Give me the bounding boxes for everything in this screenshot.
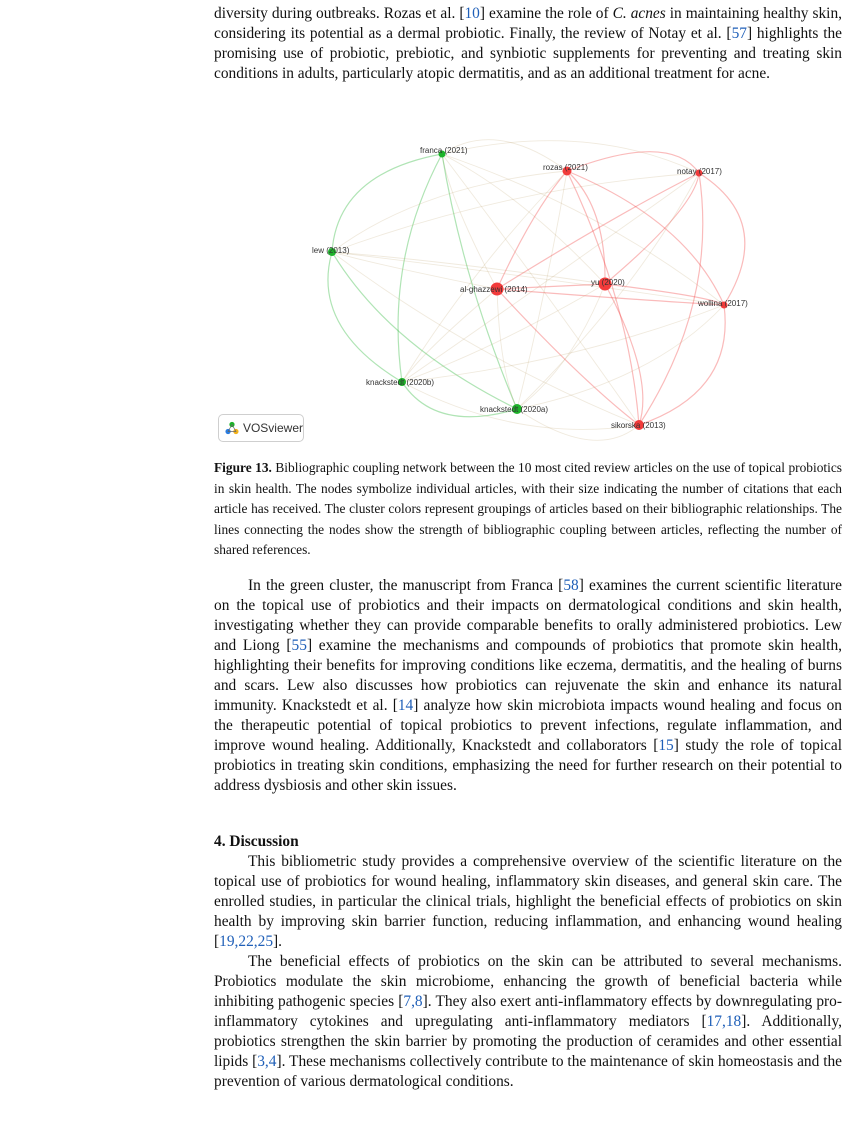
citation-link[interactable]: 58	[563, 577, 579, 594]
green-cluster-text: In the green cluster, the manuscript from Franca [58] examines the current scientific literature on the topical use of probiotics and their impacts on dermatological conditions and skin health, investigating whether they can provide comparable benefits to orally administered probiotics. Lew and Liong [55] examine the mechanisms and compounds of probiotics that promote skin health, highlighting their benefits for improving conditions like eczema, dermatitis, and the healing of burns and scars. Lew also discusses how probiotics can rejuvenate the skin and enhance its natural immunity. Knackstedt et al. [14] analyze how skin microbiota impacts wound healing and focus on the therapeutic potential of topical probiotics to prevent infections, regulate inflammation, and improve wound healing. Additionally, Knackstedt and collaborators [15] study the role of topical probiotics in treating skin conditions, emphasizing the need for further research on their potential to address dysbiosis and other skin issues.	[214, 577, 842, 794]
coupling-edge	[332, 252, 724, 305]
coupling-edge	[402, 173, 699, 382]
green-cluster-paragraph	[214, 576, 842, 796]
figure-label: Figure 13.	[214, 460, 272, 475]
node-label-notay: notay (2017)	[677, 167, 722, 176]
coupling-edge	[402, 289, 497, 382]
network-graph	[214, 118, 842, 448]
coupling-edge	[332, 154, 442, 252]
network-edges	[328, 140, 745, 441]
citation-link[interactable]: 55	[291, 637, 307, 654]
discussion-section	[214, 832, 842, 1092]
citation-link[interactable]: 3,4	[257, 1053, 277, 1070]
vosviewer-badge	[218, 414, 304, 442]
coupling-edge	[398, 154, 442, 382]
top-paragraph	[214, 4, 842, 84]
coupling-edge	[402, 171, 567, 382]
citation-link[interactable]: 57	[731, 25, 747, 42]
caption-text: Bibliographic coupling network between the 10 most cited review articles on the use of topical probiotics in skin health. The nodes symbolize individual articles, with their size indicating the number of citations that each article has received. The cluster colors represent groupings of articles based on their bibliographic relationships. The lines connecting the nodes show the strength of bibliographic coupling between articles, reflecting the number of shared references.	[214, 460, 842, 557]
citation-link[interactable]: 17,18	[706, 1013, 742, 1030]
coupling-edge	[517, 305, 724, 409]
coupling-edge	[639, 173, 703, 425]
figure-caption	[214, 458, 842, 561]
citation-link[interactable]: 7,8	[403, 993, 423, 1010]
coupling-edge	[699, 173, 745, 305]
node-label-sikorska: sikorska (2013)	[611, 421, 666, 430]
citation-link[interactable]: 14	[397, 697, 414, 714]
node-label-knackstedt2020b: knackstedt (2020b)	[366, 378, 435, 387]
vosviewer-logo-icon	[225, 420, 239, 436]
coupling-edge	[328, 252, 402, 382]
coupling-edge	[497, 289, 724, 305]
coupling-edge	[605, 173, 699, 284]
section-heading: 4. Discussion	[214, 833, 299, 850]
discussion-paragraph-2: The beneficial effects of probiotics on the skin can be attributed to several mechanisms. Probiotics modulate the skin microbiome, enhancing the growth of beneficial bacteria while inhibiting pathogenic species [7,8]. They also exert anti-inflammatory effects by downregulating pro-inflammatory cytokines and upregulating anti-inflammatory mediators [17,18]. Additionally, probiotics strengthen the skin barrier by promoting the production of ceramides and other essential lipids [3,4]. These mechanisms collectively contribute to the maintenance of skin homeostasis and the prevention of various dermatological conditions.	[214, 953, 842, 1090]
discussion-paragraph-1: This bibliometric study provides a comprehensive overview of the scientific literature on the topical use of probiotics for wound healing, inflammatory skin diseases, and general skin care. The enrolled studies, in particular the clinical trials, highlight the beneficial effects of probiotics on skin health by improving skin barrier function, reducing inflammation, and enhancing wound healing [19,22,25].	[214, 853, 842, 950]
citation-link[interactable]: 19,22,25	[219, 933, 274, 950]
node-label-alghazzewi: al-ghazzewi (2014)	[460, 285, 528, 294]
coupling-edge	[567, 171, 639, 425]
node-label-yu: yu (2020)	[591, 278, 625, 287]
coupling-edge	[639, 305, 725, 425]
node-label-wollina: wollina (2017)	[698, 299, 748, 308]
vosviewer-label: VOSviewer	[242, 421, 303, 435]
citation-link[interactable]: 15	[658, 737, 674, 754]
top-paragraph-text: diversity during outbreaks. Rozas et al. [10] examine the role of C. acnes in maintaining healthy skin, considering its potential as a dermal probiotic. Finally, the review of Notay et al. [57] highlights the promising use of probiotic, prebiotic, and synbiotic supplements for preventing and treating skin conditions in adults, particularly atopic dermatitis, and as an additional treatment for acne.	[214, 5, 842, 82]
node-label-lew: lew (2013)	[312, 246, 350, 255]
figure-13-network	[214, 118, 842, 448]
node-label-rozas: rozas (2021)	[543, 163, 588, 172]
coupling-edge	[442, 154, 724, 305]
node-label-franca: franca (2021)	[420, 146, 468, 155]
node-label-knackstedt2020a: knackstedt (2020a)	[480, 405, 549, 414]
citation-link[interactable]: 10	[464, 5, 480, 22]
